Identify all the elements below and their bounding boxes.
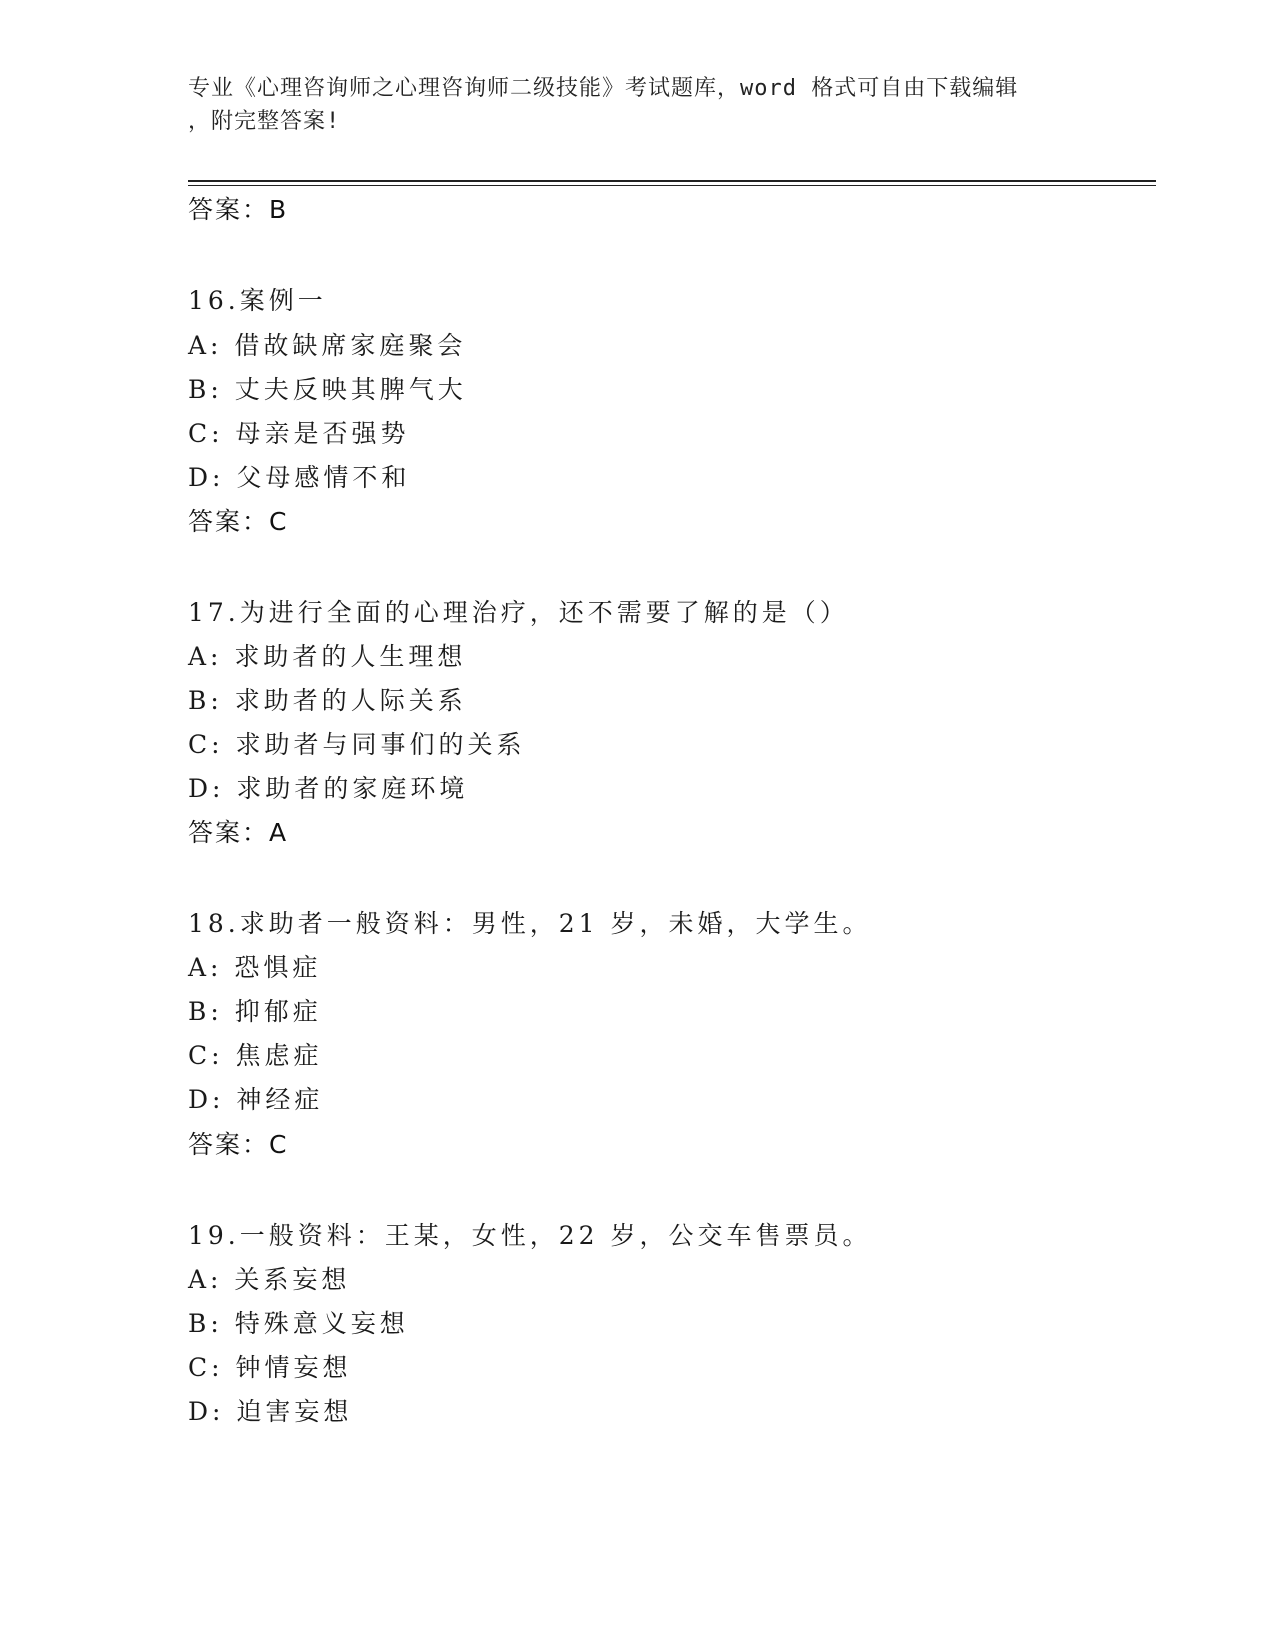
- question-18-option-a: A: 恐惧症: [188, 953, 322, 982]
- header-line-1: 专业《心理咨询师之心理咨询师二级技能》考试题库，word 格式可自由下载编辑: [188, 76, 1019, 101]
- question-16-option-d: D: 父母感情不和: [188, 463, 411, 492]
- question-16-option-c: C: 母亲是否强势: [188, 419, 410, 448]
- question-19-stem: 19.一般资料：王某，女性，22 岁，公交车售票员。: [188, 1221, 872, 1250]
- question-18-option-b: B: 抑郁症: [188, 997, 322, 1026]
- question-18-option-d: D: 神经症: [188, 1085, 324, 1114]
- question-17-option-b: B: 求助者的人际关系: [188, 686, 467, 715]
- header-rule-thick: [188, 180, 1156, 182]
- question-16-answer: 答案：C: [188, 507, 289, 536]
- question-19-option-c: C: 钟情妄想: [188, 1353, 352, 1382]
- question-18-option-c: C: 焦虑症: [188, 1041, 323, 1070]
- question-18-answer: 答案：C: [188, 1130, 289, 1159]
- question-18-stem: 18.求助者一般资料：男性，21 岁，未婚，大学生。: [188, 909, 872, 938]
- question-17-option-c: C: 求助者与同事们的关系: [188, 730, 526, 759]
- header-rule-thin: [188, 185, 1156, 186]
- question-17-option-d: D: 求助者的家庭环境: [188, 774, 469, 803]
- question-17-stem: 17.为进行全面的心理治疗，还不需要了解的是（）: [188, 598, 849, 627]
- question-19-option-b: B: 特殊意义妄想: [188, 1309, 409, 1338]
- header-line-2: ，附完整答案!: [188, 109, 341, 134]
- question-17-answer: 答案：A: [188, 818, 289, 847]
- document-header: [188, 72, 1088, 138]
- question-19-option-a: A: 关系妄想: [188, 1265, 351, 1294]
- question-16-stem: 16.案例一: [188, 286, 327, 315]
- question-16-option-a: A: 借故缺席家庭聚会: [188, 331, 467, 360]
- question-17-option-a: A: 求助者的人生理想: [188, 642, 467, 671]
- previous-answer: 答案：B: [188, 195, 289, 224]
- question-19-option-d: D: 迫害妄想: [188, 1397, 353, 1426]
- question-16-option-b: B: 丈夫反映其脾气大: [188, 375, 467, 404]
